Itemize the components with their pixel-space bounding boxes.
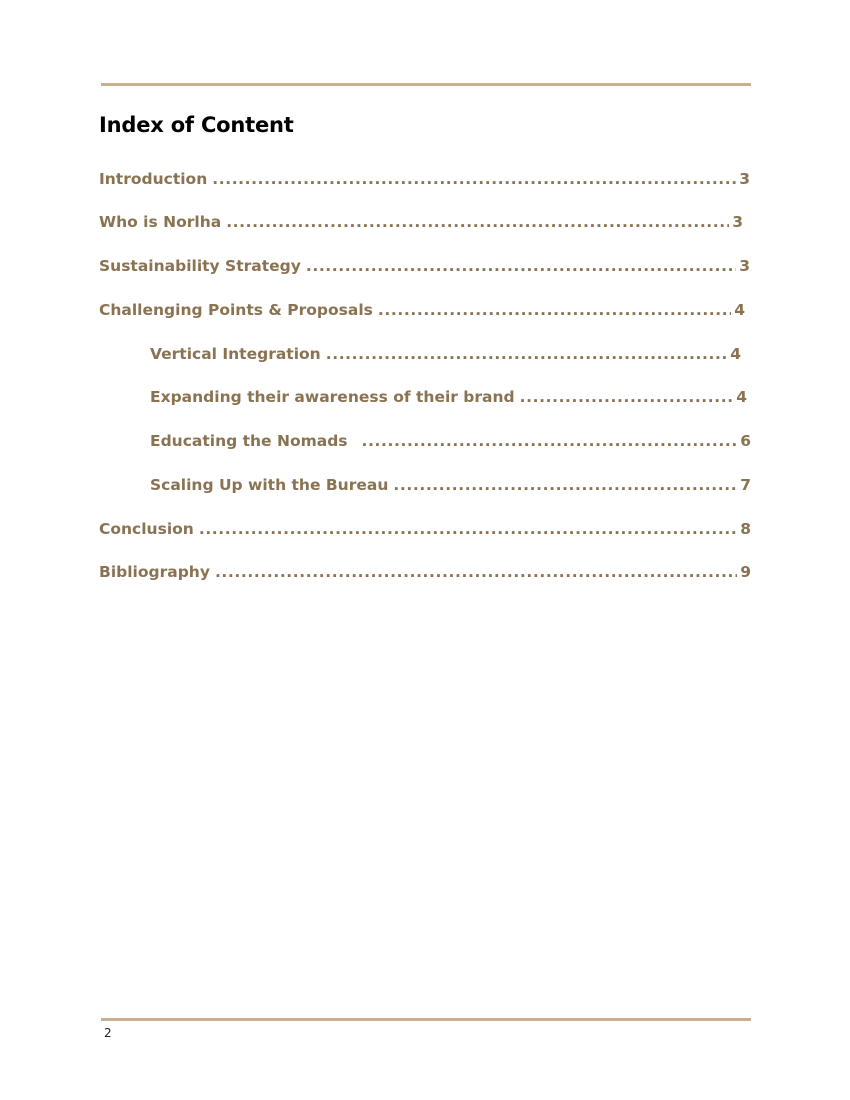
toc-entry-label: Vertical Integration <box>150 345 321 363</box>
toc-entry-page: 4 <box>734 301 745 319</box>
toc-entry-bibliography[interactable] <box>99 561 751 583</box>
toc-entry-label: Bibliography <box>99 563 210 581</box>
toc-leader-dots <box>326 343 727 365</box>
toc-leader-dots <box>520 386 734 408</box>
toc-entry-label: Who is Norlha <box>99 213 222 231</box>
toc-entry-introduction[interactable] <box>99 168 750 190</box>
toc-entry-page: 8 <box>740 520 751 538</box>
toc-leader-dots <box>212 168 736 190</box>
toc-entry-label: Challenging Points & Proposals <box>99 301 373 319</box>
toc-leader-dots <box>226 211 729 233</box>
footer-rule <box>101 1018 751 1021</box>
toc-entry-page: 6 <box>740 432 751 450</box>
page-title: Index of Content <box>99 113 294 137</box>
toc-entry-scaling-up[interactable] <box>150 474 751 496</box>
toc-entry-page: 3 <box>739 257 750 275</box>
toc-entry-vertical-integration[interactable] <box>150 343 741 365</box>
toc-entry-page: 7 <box>740 476 751 494</box>
toc-entry-label: Educating the Nomads <box>150 432 348 450</box>
toc-entry-educating-nomads[interactable] <box>150 430 751 452</box>
toc-entry-page: 3 <box>732 213 743 231</box>
toc-entry-label: Scaling Up with the Bureau <box>150 476 389 494</box>
toc-leader-dots <box>378 299 731 321</box>
toc-entry-label: Introduction <box>99 170 208 188</box>
toc-leader-dots <box>306 255 736 277</box>
toc-leader-dots <box>393 474 737 496</box>
toc-leader-dots <box>199 518 737 540</box>
page-number: 2 <box>104 1026 112 1040</box>
toc-entry-sustainability-strategy[interactable] <box>99 255 750 277</box>
toc-entry-challenging-points[interactable] <box>99 299 745 321</box>
toc-leader-dots <box>215 561 737 583</box>
toc-entry-conclusion[interactable] <box>99 518 751 540</box>
toc-entry-who-is-norlha[interactable] <box>99 211 743 233</box>
toc-entry-page: 3 <box>739 170 750 188</box>
toc-entry-label: Sustainability Strategy <box>99 257 301 275</box>
toc-entry-page: 4 <box>736 388 747 406</box>
toc-entry-label: Conclusion <box>99 520 194 538</box>
toc-entry-page: 9 <box>740 563 751 581</box>
toc-entry-page: 4 <box>730 345 741 363</box>
toc-entry-expanding-awareness[interactable] <box>150 386 747 408</box>
toc-entry-label: Expanding their awareness of their brand <box>150 388 515 406</box>
toc-leader-dots <box>362 430 738 452</box>
